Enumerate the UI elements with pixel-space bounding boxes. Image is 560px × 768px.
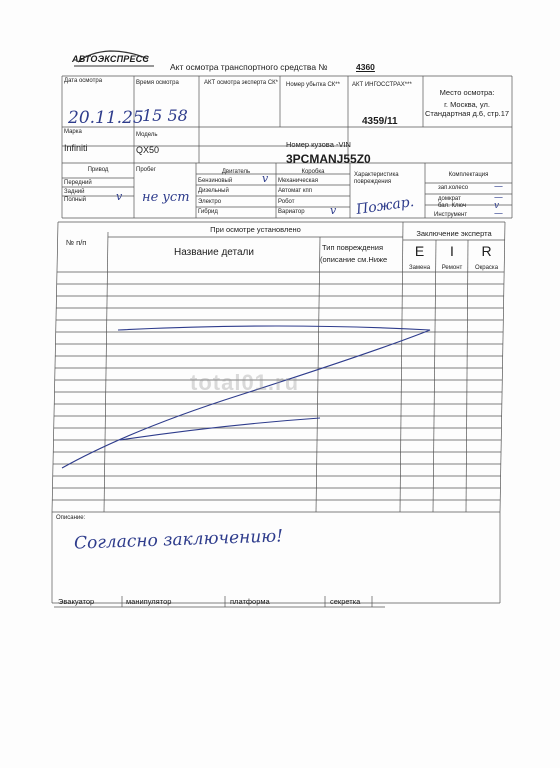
footer-platform: платформа xyxy=(230,597,270,606)
gearbox-option-manual: Механическая xyxy=(278,178,319,184)
description-label: Описание: xyxy=(56,515,86,521)
description-text: Согласно заключению! xyxy=(73,526,284,554)
part-name-header: Название детали xyxy=(174,247,254,258)
drive-label: Привод xyxy=(87,167,109,173)
engine-mark: v xyxy=(262,172,269,185)
damage-type-header: Тип повреждения xyxy=(322,243,384,252)
make-label: Марка xyxy=(64,129,82,135)
drive-option-rear: Задний xyxy=(64,189,85,195)
inspection-date-label: Дата осмотра xyxy=(64,78,103,84)
watermark: total01.ru xyxy=(190,370,300,395)
gearbox-option-robot: Робот xyxy=(278,199,295,205)
drive-option-front: Передний xyxy=(64,180,92,186)
inspection-place-label: Место осмотра: xyxy=(439,88,495,97)
engine-label: Двигатель xyxy=(221,169,251,175)
engine-option-electric: Электро xyxy=(198,199,222,205)
ingosstrakh-label: АКТ ИНГОССТРАХ*** xyxy=(352,82,412,88)
footer-manipulator: манипулятор xyxy=(126,597,172,606)
engine-option-hybrid: Гибрид xyxy=(198,209,218,215)
inspection-place-value: г. Москва, ул. Стандартная д.6, стр.17 xyxy=(424,100,510,118)
gearbox-label: Коробка xyxy=(301,169,325,175)
kit-item-key: бал. Ключ xyxy=(438,203,466,209)
replace-column-label: Замена xyxy=(408,265,431,271)
damage-type-label: Характеристика повреждения xyxy=(354,172,399,185)
strikeout-lines xyxy=(62,326,430,468)
repair-column-label: Ремонт xyxy=(441,265,463,271)
paint-column-label: Окраска xyxy=(474,265,499,271)
kit-label: Комплектация xyxy=(448,172,489,178)
engine-option-petrol: Бензиновый xyxy=(198,178,233,184)
r-column-header: R xyxy=(481,243,492,259)
kit-mark-tools: — xyxy=(494,209,503,219)
kit-mark-spare: — xyxy=(494,182,503,192)
e-column-header: E xyxy=(414,243,425,259)
loss-number-label: Номер убытка СК** xyxy=(286,82,340,88)
kit-item-tools: Инструмент xyxy=(434,212,468,218)
kit-mark-key: v xyxy=(494,201,500,211)
kit-mark-jack: — xyxy=(494,193,503,203)
mileage-label: Пробег xyxy=(136,167,156,173)
logo-text: АВТОЭКСПРЕСС xyxy=(72,54,150,64)
act-number-value: 4359/11 xyxy=(362,116,398,127)
row-number-header: № п/п xyxy=(66,238,87,247)
engine-option-diesel: Дизельный xyxy=(198,188,229,194)
footer-secret-lock: секретка xyxy=(330,597,361,606)
expert-act-label: АКТ осмотра эксперта СК* xyxy=(204,80,278,86)
model-label: Модель xyxy=(136,132,158,138)
vin-label: Номер кузова -VIN xyxy=(286,140,351,149)
kit-item-spare: зап.колесо xyxy=(438,185,469,191)
inspection-time-label: Время осмотра xyxy=(136,80,179,86)
kit-item-jack: домкрат xyxy=(438,196,461,202)
drive-option-full: Полный xyxy=(64,197,86,203)
model-value: QX50 xyxy=(136,145,160,155)
gearbox-option-auto: Автомат кпп xyxy=(278,188,312,194)
make-value: Infiniti xyxy=(64,143,88,153)
gearbox-option-variator: Вариатор xyxy=(278,209,305,215)
damage-type-value: Пожар. xyxy=(355,194,416,218)
damage-type-subheader: (описание см.Ниже xyxy=(320,255,388,264)
inspection-found-label: При осмотре установлено xyxy=(210,225,301,234)
inspection-time-value: 15 58 xyxy=(142,106,188,125)
footer-evacuator: Эвакуатор xyxy=(58,597,95,606)
mileage-value: не уст xyxy=(142,190,190,205)
drive-mark: v xyxy=(116,190,123,203)
document-number: 4360 xyxy=(356,62,375,72)
vin-value: 3PCMANJ55Z0 xyxy=(286,152,371,166)
inspection-date-value: 20.11.25 xyxy=(68,108,144,128)
gearbox-mark: v xyxy=(330,204,337,217)
expert-conclusion-header: Заключение эксперта xyxy=(416,229,492,238)
i-column-header: I xyxy=(450,243,454,259)
document-title: Акт осмотра транспортного средства № xyxy=(170,62,328,72)
